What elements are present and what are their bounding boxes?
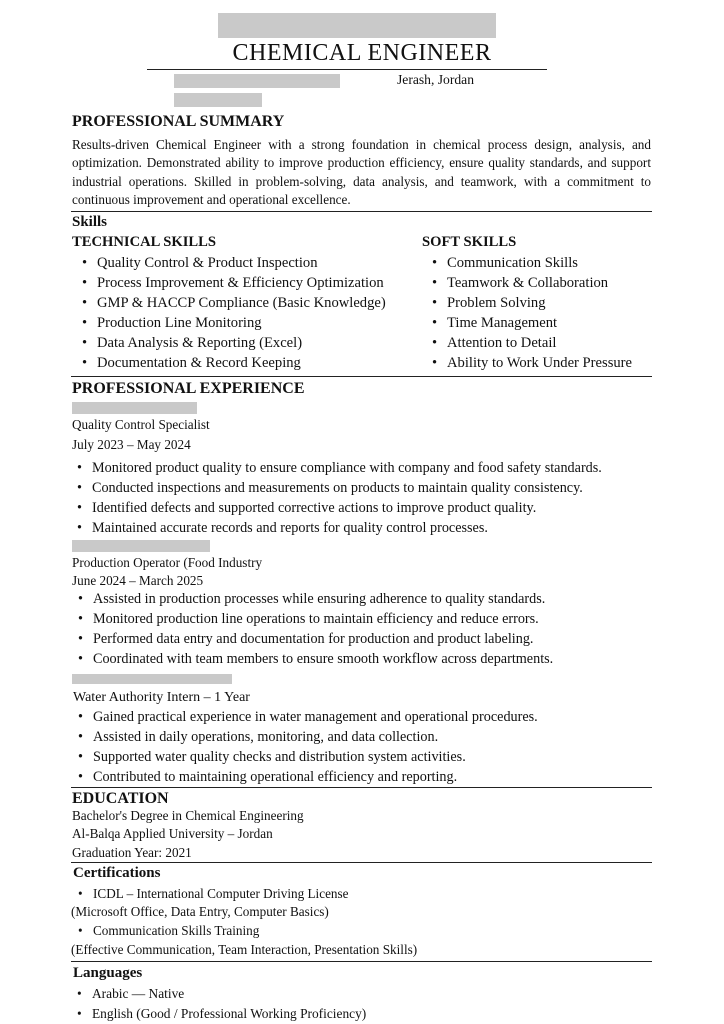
job-dates: June 2024 – March 2025: [72, 573, 204, 588]
experience-heading: PROFESSIONAL EXPERIENCE: [72, 380, 305, 397]
technical-skills-heading: TECHNICAL SKILLS: [72, 234, 216, 250]
redacted-name: [218, 13, 496, 38]
soft-skills-list: [427, 253, 632, 373]
summary-text: Results-driven Chemical Engineer with a strong foundation in chemical process design, analysis, and optimization. Demonstrated ability to improve production efficiency, ensure quality standards, and support industrial operations. Skilled in problem-solving, data analysis, and teamwork, with a commitment to continuous improvement and operational excellence.: [72, 137, 651, 208]
skills-heading: Skills: [72, 214, 108, 230]
list-item: • Maintained accurate records and reports for quality control processes.: [72, 518, 602, 538]
list-item: • Assisted in daily operations, monitoring, and data collection.: [73, 727, 538, 747]
job-role: Water Authority Intern – 1 Year: [73, 690, 250, 705]
education-heading: EDUCATION: [72, 790, 169, 807]
list-item: • Communication Skills: [427, 253, 632, 273]
job-bullets: [73, 707, 538, 787]
education-graduation: Graduation Year: 2021: [72, 845, 192, 860]
certification-item: [73, 885, 349, 902]
certification-item: [73, 922, 259, 939]
job-role: Quality Control Specialist: [72, 417, 210, 432]
summary-heading: PROFESSIONAL SUMMARY: [72, 113, 285, 130]
redacted-company-3: [72, 674, 232, 684]
education-degree: Bachelor's Degree in Chemical Engineering: [72, 808, 304, 823]
soft-skills-heading: SOFT SKILLS: [422, 234, 517, 250]
list-item: • Ability to Work Under Pressure: [427, 353, 632, 373]
list-item: • Monitored product quality to ensure compliance with company and food safety standards.: [72, 458, 602, 478]
list-item: • Teamwork & Collaboration: [427, 273, 632, 293]
list-item: • Documentation & Record Keeping: [77, 353, 386, 373]
certifications-divider: [71, 961, 652, 962]
redacted-company-2: [72, 540, 210, 552]
certification-detail: (Effective Communication, Team Interaction, Presentation Skills): [71, 942, 418, 957]
technical-skills-list: [77, 253, 386, 373]
header-divider: [147, 69, 547, 70]
skills-divider: [71, 376, 652, 377]
job-bullets: [73, 589, 553, 669]
list-item: • Time Management: [427, 313, 632, 333]
list-item: • Quality Control & Product Inspection: [77, 253, 386, 273]
list-item: • Problem Solving: [427, 293, 632, 313]
list-item: • Communication Skills Training: [73, 922, 259, 939]
redacted-phone: [174, 93, 262, 107]
list-item: • Coordinated with team members to ensure smooth workflow across departments.: [73, 649, 553, 669]
list-item: • Supported water quality checks and distribution system activities.: [73, 747, 538, 767]
list-item: • Process Improvement & Efficiency Optimization: [77, 273, 386, 293]
list-item: • Performed data entry and documentation for production and product labeling.: [73, 629, 553, 649]
summary-divider: [71, 211, 652, 212]
list-item: • Conducted inspections and measurements on products to maintain quality consistency.: [72, 478, 602, 498]
education-university: Al-Balqa Applied University – Jordan: [72, 826, 273, 841]
job-title: CHEMICAL ENGINEER: [232, 40, 492, 66]
list-item: • ICDL – International Computer Driving License: [73, 885, 349, 902]
list-item: • Arabic — Native: [72, 984, 366, 1004]
list-item: • Monitored production line operations to maintain efficiency and reduce errors.: [73, 609, 553, 629]
list-item: • Identified defects and supported corrective actions to improve product quality.: [72, 498, 602, 518]
education-divider: [71, 862, 652, 863]
experience-divider: [71, 787, 652, 788]
redacted-company-1: [72, 402, 197, 414]
job-bullets: [72, 458, 602, 538]
list-item: • English (Good / Professional Working Proficiency): [72, 1004, 366, 1024]
list-item: • Data Analysis & Reporting (Excel): [77, 333, 386, 353]
redacted-contact: [174, 74, 340, 88]
job-role: Production Operator (Food Industry: [72, 555, 263, 570]
list-item: • Gained practical experience in water management and operational procedures.: [73, 707, 538, 727]
location: Jerash, Jordan: [397, 72, 475, 87]
list-item: • Production Line Monitoring: [77, 313, 386, 333]
languages-list: [72, 984, 366, 1024]
list-item: • Assisted in production processes while ensuring adherence to quality standards.: [73, 589, 553, 609]
languages-heading: Languages: [73, 965, 143, 981]
job-dates: July 2023 – May 2024: [72, 437, 191, 452]
certification-detail: (Microsoft Office, Data Entry, Computer Basics): [71, 904, 329, 919]
list-item: • GMP & HACCP Compliance (Basic Knowledge): [77, 293, 386, 313]
list-item: • Contributed to maintaining operational efficiency and reporting.: [73, 767, 538, 787]
certifications-heading: Certifications: [73, 865, 161, 881]
list-item: • Attention to Detail: [427, 333, 632, 353]
